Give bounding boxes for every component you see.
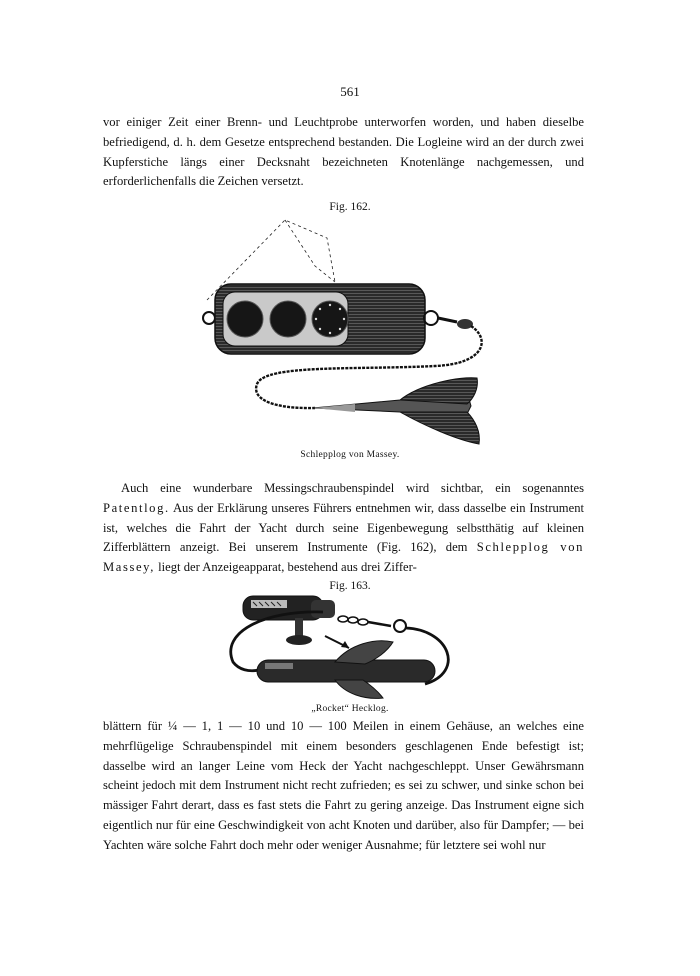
figure-162-caption: Schlepplog von Massey. — [300, 450, 400, 460]
paragraph-2 — [103, 479, 584, 578]
figure-163-caption: „Rocket“ Hecklog. — [311, 704, 389, 714]
figure-163-illustration — [225, 592, 465, 704]
figure-162-illustration — [195, 214, 495, 450]
figure-162-label: Fig. 162. — [329, 201, 371, 213]
paragraph-1: vor einiger Zeit einer Brenn- und Leuchtprobe unterworfen worden, und haben dieselbe befriedigend, d. h. dem Gesetze entsprechend bestanden. Die Logleine wird an der durch zwei Kupferstiche längs einer Decksnaht bezeichneten Knotenlänge nachgemessen, und erforderlichenfalls die Zeichen versetzt. — [103, 115, 584, 189]
term-schlepplog-massey: Schlepplog von Massey, — [103, 540, 584, 575]
paragraph-3: blättern für ¼ — 1, 1 — 10 und 10 — 100 Meilen in einem Gehäuse, an welches eine mehrflügelige Schraubenspindel mit einem besonders geschlagenen Ende befestigt ist; dasselbe wird an langer Leine vom Heck der Yacht nachgeschleppt. Unser Gewährsmann scheint jedoch mit dem Instrument nicht recht zufrieden; es sei zu schwer, und sinke schon bei mässiger Fahrt derart, dass es fast stets die Fahrt zu gering anzeige. Das Instrument eigne sich eigentlich nur für eine Geschwindigkeit von acht Knoten und darüber, also für Dampfer; — bei Yachten wäre solche Fahrt doch mehr oder weniger Ausnahme; für letztere sei wohl nur — [103, 719, 584, 852]
paragraph-2-part3: liegt der Anzeigeapparat, bestehend aus drei Ziffer- — [155, 560, 417, 575]
paragraph-2-part1: Auch eine wunderbare Messingschraubenspindel wird sichtbar, ein sogenanntes — [121, 481, 584, 495]
page-number: 561 — [340, 84, 360, 99]
paragraph-2-part2: Aus der Erklärung unseres Führers entnehmen wir, dass dasselbe ein Instrument ist, welches die Fahrt der Yacht durch seine Eigenbewegung selbstthätig auf kleinen Zifferblättern anzeigt. Bei unserem Instrumente (Fig. 162), dem — [103, 500, 584, 555]
figure-163-label: Fig. 163. — [329, 580, 371, 592]
term-patentlog: Patentlog. — [103, 500, 170, 515]
